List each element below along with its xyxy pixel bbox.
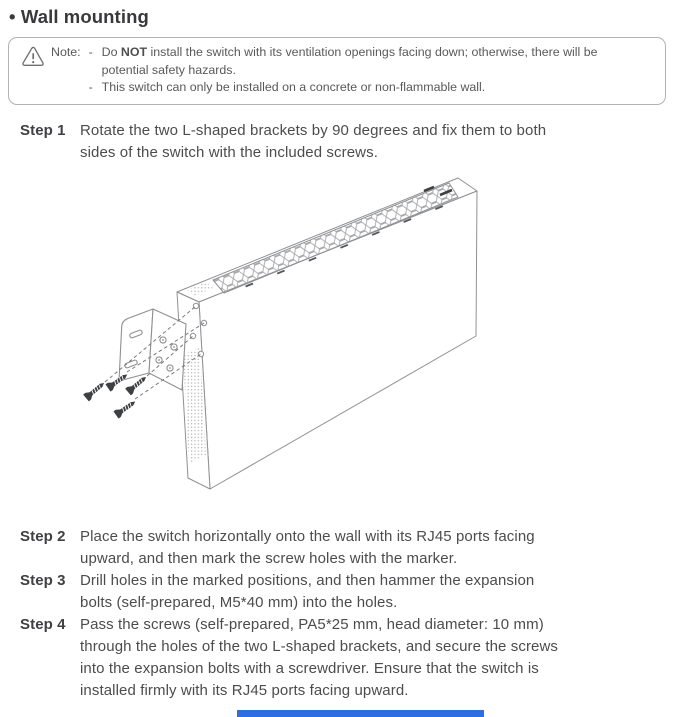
step-3-label: Step 3 (20, 571, 66, 589)
step-line: Drill holes in the marked positions, and then hammer the expansion (80, 571, 535, 589)
note-text-fragment: install the switch with its ventilation openings facing down; otherwise, there will be (147, 45, 598, 59)
screw (113, 397, 137, 418)
bracket-wall-plate (119, 309, 153, 381)
steps-block (0, 526, 673, 702)
manual-page (0, 6, 673, 717)
figure (0, 171, 673, 521)
note-item (89, 79, 647, 97)
note-item (89, 44, 647, 79)
step-line: Place the switch horizontally onto the wall with its RJ45 ports facing (80, 527, 535, 545)
step-line: upward, and then mark the screw holes with the marker. (80, 549, 458, 567)
step-line: Rotate the two L-shaped brackets by 90 degrees and fix them to both (80, 121, 547, 139)
title-bullet: • (9, 6, 16, 27)
step-line: installed firmly with its RJ45 ports facing upward. (80, 681, 409, 699)
step-3 (0, 570, 673, 614)
step-line: through the holes of the two L-shaped brackets, and secure the screws (80, 637, 559, 655)
note-text-bold: NOT (120, 45, 148, 59)
note-text-fragment: Do (101, 45, 121, 59)
step-line: sides of the switch with the included screws. (80, 143, 378, 161)
screws (83, 370, 149, 418)
step-line: into the expansion bolts with a screwdriver. Ensure that the switch is (80, 659, 539, 677)
step-4-label: Step 4 (20, 615, 66, 633)
wall-mount-illustration (0, 171, 673, 516)
note-box (8, 37, 666, 105)
note-item-text: This switch can only be installed on a concrete or non-flammable wall. (101, 80, 486, 94)
step-3-text (80, 570, 650, 614)
footer-accent-bar (237, 710, 484, 717)
page-title (9, 6, 673, 28)
screw (83, 379, 107, 401)
note-label: Note: (51, 45, 81, 59)
step-1 (0, 120, 673, 164)
step-2-text (80, 526, 650, 570)
step-1-text (80, 120, 650, 164)
note-item-text (102, 44, 647, 79)
step-line: bolts (self-prepared, M5*40 mm) into the holes. (80, 593, 398, 611)
bracket-face-plate (149, 309, 186, 390)
l-bracket (119, 309, 186, 390)
step-2 (0, 526, 673, 570)
step-1-label: Step 1 (20, 121, 66, 139)
step-4 (0, 614, 673, 702)
note-item-dash: - (88, 45, 93, 59)
warning-triangle-icon (21, 46, 45, 73)
step-4-text (80, 614, 650, 702)
step-2-label: Step 2 (20, 527, 66, 545)
note-text-fragment: potential safety hazards. (101, 62, 236, 77)
switch-body (177, 178, 477, 489)
note-item-list (89, 44, 647, 97)
title-text: Wall mounting (20, 6, 149, 27)
step-line: Pass the screws (self-prepared, PA5*25 mm, head diameter: 10 mm) (80, 615, 544, 633)
note-item-dash: - (88, 80, 93, 94)
